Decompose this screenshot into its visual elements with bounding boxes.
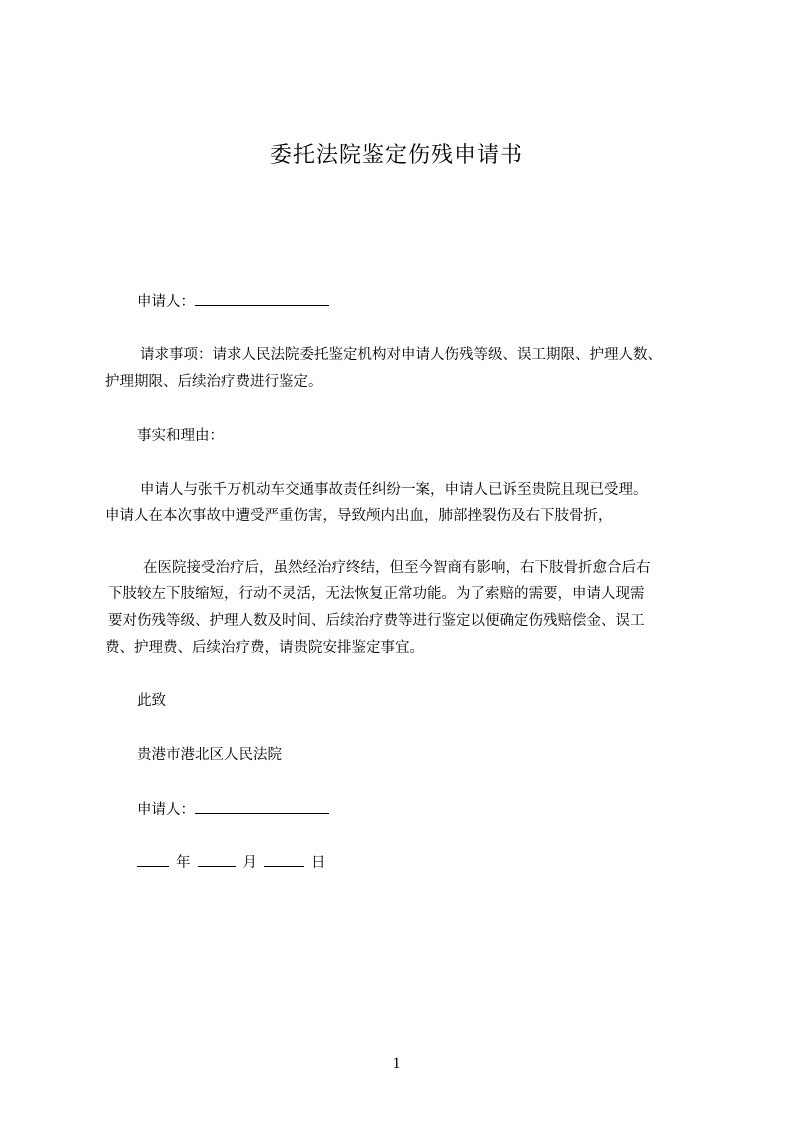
day-label: 日 [311,855,326,871]
paragraph1-line-1: 申请人与张千万机动车交通事故责任纠纷一案，申请人已诉至贵院且现已受理。 [140,482,648,498]
document-title: 委托法院鉴定伤残申请书 [269,143,523,168]
signature-blank [195,799,329,814]
paragraph2-line-4: 费、护理费、后续治疗费，请贵院安排鉴定事宜。 [105,640,424,656]
paragraph2-line-2: 下肢较左下肢缩短，行动不灵活，无法恢复正常功能。为了索赔的需要，申请人现需 [108,586,645,602]
signature-line [137,799,329,820]
paragraph1-line-2: 申请人在本次事故中遭受严重伤害，导致颅内出血，肺部挫裂伤及右下肢骨折， [105,508,613,524]
month-label: 月 [242,855,257,871]
signature-label: 申请人： [137,802,195,818]
applicant-line [137,291,329,312]
closing-text: 此致 [137,693,166,709]
year-label: 年 [176,855,191,871]
recipient-court: 贵港市港北区人民法院 [137,747,282,763]
date-line [137,852,333,873]
request-line-2: 护理期限、后续治疗费进行鉴定。 [105,374,323,390]
paragraph2-line-3: 要对伤残等级、护理人数及时间、后续治疗费等进行鉴定以便确定伤残赔偿金、误工 [108,613,645,629]
year-blank [137,852,169,867]
page-number: 1 [392,1055,401,1072]
day-blank [264,852,304,867]
paragraph2-line-1: 在医院接受治疗后，虽然经治疗终结，但至今智商有影响，右下肢骨折愈合后右 [143,560,651,576]
facts-heading: 事实和理由： [137,428,224,444]
month-blank [198,852,236,867]
applicant-blank [195,291,329,306]
request-line-1: 请求事项：请求人民法院委托鉴定机构对申请人伤残等级、误工期限、护理人数、 [140,347,662,363]
applicant-label: 申请人： [137,294,195,310]
